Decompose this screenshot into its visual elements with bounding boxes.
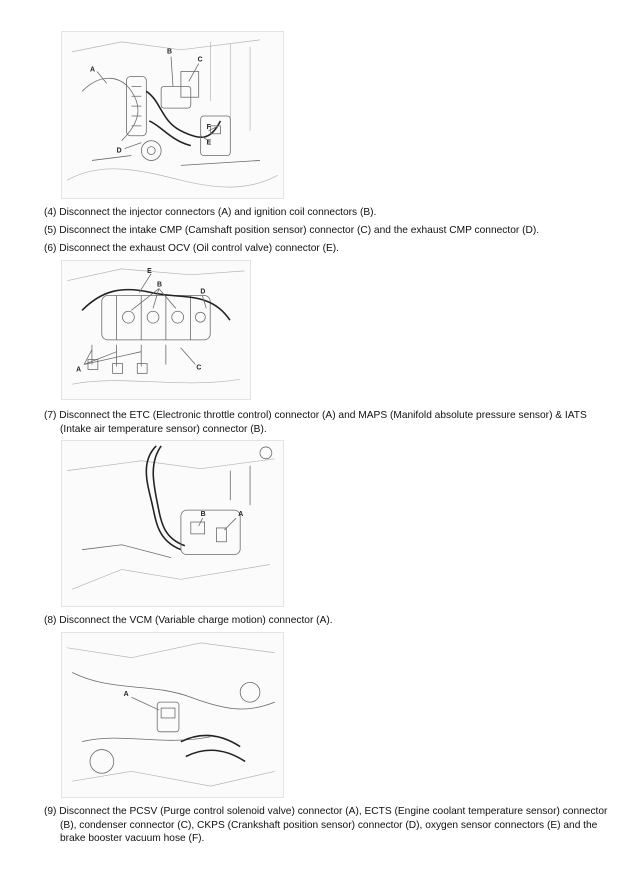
callout-F: F: [206, 123, 211, 131]
figure-cmp-ocv-connectors: [61, 260, 251, 400]
step-text: Disconnect the injector connectors (A) and ignition coil connectors (B).: [59, 207, 377, 218]
callout-D: D: [116, 147, 122, 155]
step-4: [44, 206, 614, 220]
callout-A: A: [238, 511, 244, 519]
step-number: (4): [44, 207, 57, 218]
figure-vcm-connector: [61, 632, 284, 798]
step-6: [44, 242, 614, 256]
step-number: (6): [44, 243, 57, 254]
step-7: [44, 409, 619, 436]
engine-illustration-1: [62, 32, 283, 198]
callout-B: B: [200, 511, 206, 519]
callout-A: A: [76, 366, 82, 374]
step-text: Disconnect the VCM (Variable charge motion) connector (A).: [59, 615, 333, 626]
step-text: Disconnect the intake CMP (Camshaft position sensor) connector (C) and the exhaust CMP connector (D).: [59, 225, 540, 236]
step-text: Disconnect the ETC (Electronic throttle control) connector (A) and MAPS (Manifold absolute pressure sensor) & IATS (Intake air temperature sensor) connector (B).: [59, 410, 587, 435]
callout-A: A: [89, 66, 95, 74]
step-number: (7): [44, 410, 57, 421]
step-5: [44, 224, 614, 238]
callout-E: E: [206, 139, 212, 147]
figure-etc-maps-connectors: [61, 440, 284, 607]
callout-C: C: [196, 364, 202, 372]
step-8: [44, 614, 614, 628]
callout-B: B: [167, 48, 173, 56]
step-number: (9): [44, 806, 57, 817]
engine-illustration-3: [62, 441, 283, 606]
engine-illustration-2: [62, 261, 250, 399]
figure-injector-coil-connectors: [61, 31, 284, 199]
step-9: [44, 805, 609, 846]
step-number: (5): [44, 225, 57, 236]
callout-B: B: [156, 281, 162, 289]
engine-illustration-4: [62, 633, 283, 797]
step-text: Disconnect the PCSV (Purge control solenoid valve) connector (A), ECTS (Engine coolant temperature sensor) connector (B), condenser connector (C), CKPS (Crankshaft position sensor) connector (D), oxygen sensor connectors (E) and the brake booster vacuum hose (F).: [59, 806, 608, 844]
callout-A: A: [123, 691, 129, 699]
callout-D: D: [200, 288, 206, 296]
step-number: (8): [44, 615, 57, 626]
callout-C: C: [197, 56, 203, 64]
callout-E: E: [147, 267, 152, 275]
step-text: Disconnect the exhaust OCV (Oil control valve) connector (E).: [59, 243, 340, 254]
